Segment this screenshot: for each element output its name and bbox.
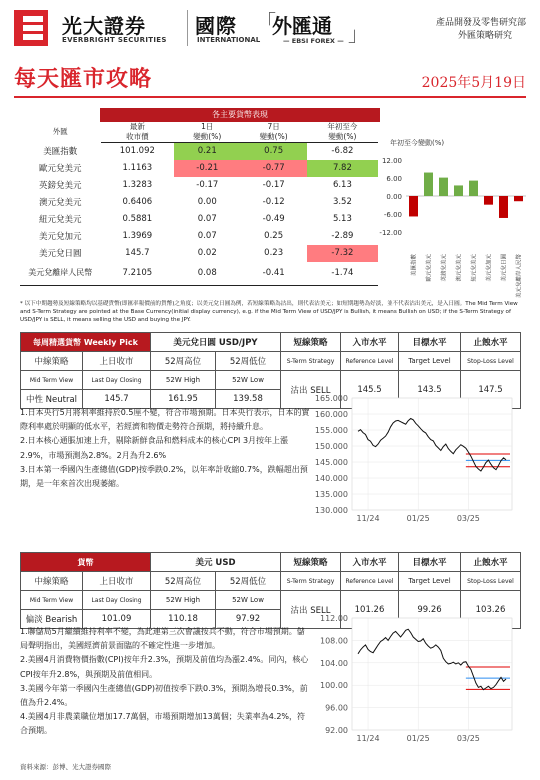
table-cell: -0.49 — [262, 214, 285, 224]
column-header — [101, 122, 174, 143]
plot-area — [352, 618, 512, 730]
strategy-header: 短線策略 — [281, 553, 341, 572]
table-cell: 101.092 — [119, 146, 155, 157]
y-tick-label: 100.00 — [320, 681, 348, 691]
table-row — [20, 143, 378, 160]
currency-name: 紐元兌美元 — [39, 215, 82, 225]
last-close-header: 上日收市 — [83, 352, 151, 371]
low-52w: 139.58 — [216, 390, 281, 409]
column-header-line: 變動(%) — [193, 132, 222, 141]
weekly-pick-label: 每周精選貨幣 Weekly Pick — [21, 333, 151, 352]
y-tick-label: 108.00 — [320, 636, 348, 646]
currency-performance-table — [20, 122, 378, 286]
bar — [409, 196, 418, 216]
column-header-line: 外匯 — [52, 127, 68, 137]
column-header — [174, 122, 240, 143]
currency-table-title: 各主要貨幣表現 — [100, 108, 380, 122]
y-tick-label: 165.000 — [314, 394, 348, 403]
table-row — [20, 228, 378, 245]
data-source: 資料來源：彭博、光大證券國際 — [20, 763, 111, 771]
table-cell: 7.2105 — [101, 262, 174, 286]
intl-name: 國際 — [195, 14, 237, 38]
strategy-header: 短線策略 — [281, 333, 341, 352]
list-item: 2.日本核心通脹加速上升，剔除新鮮食品和燃料成本的核心CPI 3月按年上漲2.9%，市場預測為2.8%。2月為升2.6% — [20, 436, 289, 460]
currency-name: 美元兌日圓 — [39, 249, 82, 259]
table-cell: 7.82 — [307, 160, 378, 177]
last-close-header: 上日收市 — [83, 572, 151, 591]
table-cell: 6.13 — [332, 180, 352, 190]
last-close: 145.7 — [83, 390, 151, 409]
x-tick-label: 美元兌離岸人民幣 — [516, 254, 523, 299]
y-tick-label: -6.00 — [383, 211, 402, 219]
sterm-header-en: S-Term Strategy — [281, 352, 341, 371]
x-tick-label: 01/25 — [406, 514, 430, 523]
short-term-action: 沽出 SELL — [281, 371, 341, 409]
table-cell: -7.32 — [307, 245, 378, 262]
table-cell: 0.5881 — [122, 214, 153, 224]
table-row — [20, 211, 378, 228]
entry-level: 101.26 — [341, 591, 399, 629]
list-item: 3.美國今年第一季國內生產總值(GDP)初值按季下跌0.3%，預期為增長0.3%，前值為升2.4%。 — [20, 683, 308, 708]
y-tick-label: 96.00 — [325, 703, 348, 713]
table-cell: -0.21 — [174, 160, 240, 177]
table-cell: 0.23 — [264, 248, 284, 258]
x-tick-label: 03/25 — [456, 514, 480, 523]
usd-commentary — [20, 625, 310, 739]
stop-loss-level: 147.5 — [461, 371, 521, 409]
last-close-header-en: Last Day Closing — [83, 591, 151, 610]
currency-label: 貨幣 — [21, 553, 151, 572]
table-cell: -1.74 — [307, 262, 378, 286]
table-row — [20, 245, 378, 262]
target-header: 目標水平 — [399, 333, 461, 352]
table-cell: -0.12 — [262, 197, 285, 207]
currency-name: 英鎊兌美元 — [39, 181, 82, 191]
list-item: 3.日本第一季國內生產總值(GDP)按季跌0.2%，以年率計收縮0.7%，跌幅超出預期，是一年來首次出現萎縮。 — [20, 464, 308, 489]
stop-header-en: Stop-Loss Level — [461, 572, 521, 591]
stop-header: 止蝕水平 — [461, 333, 521, 352]
entry-header: 入市水平 — [341, 333, 399, 352]
table-cell: -0.41 — [240, 262, 306, 286]
column-header — [240, 122, 306, 143]
page-title: 每天匯市攻略 — [14, 67, 153, 92]
usdjpy-commentary — [20, 406, 310, 491]
column-header — [20, 122, 101, 143]
y-tick-label: 92.00 — [325, 726, 348, 735]
bar — [469, 181, 478, 196]
currency-name: 澳元兌美元 — [39, 198, 82, 208]
column-header-line: 7日 — [267, 122, 280, 131]
table-cell: 145.7 — [125, 248, 150, 258]
table-row — [20, 160, 378, 177]
currency-name: 美元兌離岸人民幣 — [20, 262, 101, 286]
bar — [484, 196, 493, 205]
column-header-line: 1日 — [201, 122, 214, 131]
table-cell: 1.3283 — [122, 180, 153, 190]
low-52w-header: 52周低位 — [216, 572, 281, 591]
currency-name: 美匯指數 — [43, 147, 78, 157]
short-term-action: 沽出 SELL — [281, 591, 341, 629]
table-cell: 0.02 — [197, 248, 217, 258]
product-name: 外匯通 — [272, 14, 332, 38]
y-tick-label: 155.000 — [314, 426, 348, 435]
bar — [439, 178, 448, 196]
department-line-1: 產品開發及零售研究部 — [435, 18, 526, 28]
table-cell: 1.3969 — [122, 231, 153, 241]
y-tick-label: 6.00 — [386, 175, 402, 183]
product-name-en: — EBSI FOREX — — [283, 37, 344, 45]
high-52w: 110.18 — [151, 610, 216, 629]
usdjpy-price-chart — [310, 392, 535, 532]
list-item: 2.美國4月消費物價指數(CPI)按年升2.3%，預期及前值均為漲2.4%。同內，核心CPI按年升2.8%，與預期及前值相同。 — [20, 655, 309, 679]
target-header: 目標水平 — [399, 553, 461, 572]
disclaimer-note: * 以下中期趨勢及短線策略均以基礎貨幣(即匯率報價前的貨幣)之角度；以美元兌日圓為例，若短線策略為沽出，則代表沽美元；如短期趨勢為好淡，並不代表沽出美元，是入日圓。The Mid Term View and S-Term Strategy are pointed at the Base Currency(initial display currency), e.g. if the Mid Term View of USD/JPY is Bullish, it means Bullish on USD; if the S-Term Strategy of USD/JPY is SELL, it means selling the USD and buying the JPY. — [20, 301, 518, 323]
table-cell: 0.07 — [197, 231, 217, 241]
last-close-header-en: Last Day Closing — [83, 371, 151, 390]
low-52w-header-en: 52W Low — [216, 371, 281, 390]
report-date: 2025年5月19日 — [421, 75, 526, 91]
sterm-header-en: S-Term Strategy — [281, 572, 341, 591]
table-row — [20, 194, 378, 211]
x-tick-label: 紐元兌美元 — [471, 254, 478, 282]
mid-term-view: 中性 Neutral — [21, 390, 83, 409]
y-tick-label: 150.000 — [314, 442, 348, 451]
bar — [454, 185, 463, 196]
stop-header: 止蝕水平 — [461, 553, 521, 572]
table-cell: -6.82 — [331, 146, 354, 157]
stop-header-en: Stop-Loss Level — [461, 352, 521, 371]
mid-view-header: 中線策略 — [21, 572, 83, 591]
target-header-en: Target Level — [399, 352, 461, 371]
intl-name-en: INTERNATIONAL — [197, 36, 261, 44]
table-cell: 5.13 — [332, 214, 352, 224]
table-cell: 0.75 — [240, 143, 306, 160]
bar — [424, 173, 433, 196]
department-line-2: 外匯策略研究 — [457, 31, 512, 41]
high-52w: 161.95 — [151, 390, 216, 409]
mid-term-view: 偏淡 Bearish — [21, 610, 83, 629]
mid-view-header-en: Mid Term View — [21, 371, 83, 390]
x-tick-label: 11/24 — [356, 734, 380, 743]
y-tick-label: 130.000 — [314, 506, 348, 515]
column-header-line: 最新 — [129, 122, 145, 131]
entry-header-en: Reference Level — [341, 572, 399, 591]
column-header — [307, 122, 378, 143]
entry-header: 入市水平 — [341, 553, 399, 572]
bracket-close-icon: 」 — [348, 22, 368, 46]
y-tick-label: 112.00 — [320, 614, 348, 623]
target-header-en: Target Level — [399, 572, 461, 591]
table-cell: 0.21 — [174, 143, 240, 160]
table-cell: 1.1163 — [122, 163, 153, 173]
brand-name: 光大證券 — [62, 14, 146, 38]
target-level: 99.26 — [399, 591, 461, 629]
mid-view-header-en: Mid Term View — [21, 591, 83, 610]
x-tick-label: 01/25 — [406, 734, 430, 743]
stop-loss-level: 103.26 — [461, 591, 521, 629]
table-row — [20, 262, 378, 286]
dxy-price-chart — [310, 612, 535, 752]
table-cell: -0.17 — [196, 180, 219, 190]
brand-name-en: EVERBRIGHT SECURITIES — [62, 36, 167, 44]
x-tick-label: 11/24 — [356, 514, 380, 523]
table-cell: 3.52 — [332, 197, 352, 207]
table-cell: 0.08 — [174, 262, 240, 286]
y-tick-label: 140.000 — [314, 474, 348, 483]
y-tick-label: 12.00 — [381, 157, 402, 165]
currency-name: 美元兌加元 — [39, 232, 82, 242]
high-52w-header: 52周高位 — [151, 352, 216, 371]
x-tick-label: 歐元兌美元 — [426, 254, 433, 282]
everbright-logo-icon — [14, 10, 48, 46]
currency-name: 歐元兌美元 — [39, 164, 82, 174]
y-tick-label: 135.000 — [314, 490, 348, 499]
x-tick-label: 澳元兌美元 — [456, 254, 463, 282]
low-52w: 97.92 — [216, 610, 281, 629]
column-header-line: 變動(%) — [259, 132, 288, 141]
column-header-line: 變動(%) — [328, 132, 357, 141]
table-cell: 0.25 — [264, 231, 284, 241]
column-header-line: 收市價 — [126, 132, 149, 141]
x-tick-label: 美元兌日圓 — [501, 254, 508, 282]
title-rule — [14, 96, 526, 98]
list-item: 1.日本央行5月將利率維持於0.5厘不變，符合市場預期。日本央行表示，日本的實際利率處於明顯的低水平，若經濟和物價走勢符合預期，將持續升息。 — [20, 408, 310, 432]
ytd-chart-title: 年初至今變動(%) — [390, 139, 445, 147]
mid-view-header: 中線策略 — [21, 352, 83, 371]
y-tick-label: 0.00 — [386, 193, 402, 201]
ytd-bar-chart — [370, 150, 530, 300]
high-52w-header-en: 52W High — [151, 591, 216, 610]
header-divider — [187, 10, 188, 46]
high-52w-header-en: 52W High — [151, 371, 216, 390]
y-tick-label: 145.000 — [314, 458, 348, 467]
column-header-line: 年初至今 — [327, 122, 358, 131]
y-tick-label: 160.000 — [314, 410, 348, 419]
low-52w-header: 52周低位 — [216, 352, 281, 371]
list-item: 1.聯儲局5月繼續維持利率不變，為此連第三次會議按兵不動，符合市場預期。儲局聲明指出，美國經濟前景面臨的不確定性進一步增加。 — [20, 627, 305, 651]
list-item: 4.美國4月非農業職位增加17.7萬個，市場預期增加13萬個；失業率為4.2%，符合預期。 — [20, 712, 306, 736]
pair-name: 美元 USD — [151, 553, 281, 572]
entry-header-en: Reference Level — [341, 352, 399, 371]
table-row — [20, 177, 378, 194]
entry-level: 145.5 — [341, 371, 399, 409]
table-cell: -0.77 — [240, 160, 306, 177]
y-tick-label: 104.00 — [320, 658, 348, 668]
x-tick-label: 美元兌加元 — [486, 254, 493, 282]
table-cell: 0.00 — [197, 197, 217, 207]
y-tick-label: -12.00 — [379, 229, 402, 237]
x-tick-label: 英鎊兌美元 — [441, 254, 448, 282]
x-tick-label: 03/25 — [456, 734, 480, 743]
table-header-row — [20, 122, 378, 143]
last-close: 101.09 — [83, 610, 151, 629]
low-52w-header-en: 52W Low — [216, 591, 281, 610]
table-cell: 0.07 — [197, 214, 217, 224]
table-cell: -0.17 — [262, 180, 285, 190]
x-tick-label: 美匯指數 — [411, 254, 418, 277]
bar — [499, 196, 508, 218]
bar — [514, 196, 523, 201]
table-cell: -2.89 — [331, 231, 354, 241]
high-52w-header: 52周高位 — [151, 572, 216, 591]
table-cell: 0.6406 — [122, 197, 153, 207]
pair-name: 美元兌日圓 USD/JPY — [151, 333, 281, 352]
bracket-open-icon: 「 — [256, 10, 276, 34]
target-level: 143.5 — [399, 371, 461, 409]
